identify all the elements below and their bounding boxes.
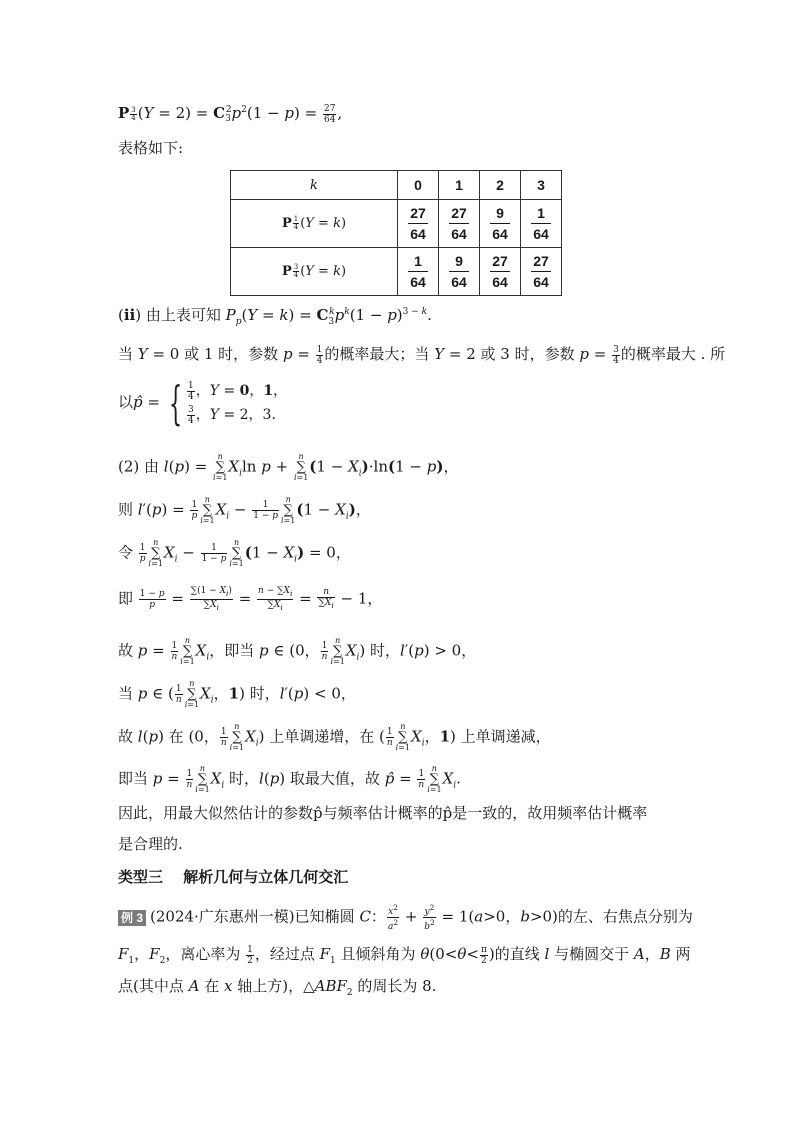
cell-p14-2: $\frac{9}{64}$ [480, 200, 521, 248]
example-line-3: 点(其中点 A 在 x 轴上方)，$\triangle ABF_2$ 的周长为 8. [118, 977, 437, 998]
part-ii-line: (ⅱ) 由上表可知 $P_p(Y = k) = C_3^kp^k(1 - p)^{3 - k}$. [118, 306, 432, 327]
left-brace: { [168, 376, 182, 430]
cell-p34-2: $\frac{27}{64}$ [480, 248, 521, 296]
cell-p14-0: $\frac{27}{64}$ [398, 200, 439, 248]
formula-p34-y2: P $\frac{3}{4}$ $(Y = 2) = C_3^2p^2(1 - p)$ = $\frac{27}{64}$ , [118, 103, 343, 125]
when-line: 当 Y = 0 或 1 时，参数 p = $\frac{1}{4}$ 的概率最大；当 Y = 2 或 3 时，参数 p = $\frac{3}{4}$ 的概率最大 . 所 [118, 344, 726, 366]
header-col-2: 2 [480, 171, 521, 200]
cell-p34-0: $\frac{1}{64}$ [398, 248, 439, 296]
header-col-3: 3 [521, 171, 562, 200]
cell-p34-3: $\frac{27}{64}$ [521, 248, 562, 296]
cell-p14-3: $\frac{1}{64}$ [521, 200, 562, 248]
table-intro: 表格如下: [118, 139, 184, 157]
header-col-0: 0 [398, 171, 439, 200]
row-label-p14: P $\frac{1}{4}$ (Y = k) [231, 200, 398, 248]
row-label-p34: P $\frac{3}{4}$ (Y = k) [231, 248, 398, 296]
derivative-line: 则 l′(p) = $\frac{1}{p}$ n ∑ i=1 $X_i$ − $\frac{1}{1 - p}$ n ∑ i=1 $(1 - X_i)$， [118, 495, 371, 525]
conclusion-line-2: 是合理的. [118, 835, 183, 853]
section-heading: 类型三 解析几何与立体几何交汇 [118, 868, 349, 886]
example-label: 例 3 [118, 910, 146, 926]
ie-line: 即 $\frac{1 - p}{p}$ = $\frac{\sum(1 - X_i)}{\sum X_i}$ = $\frac{n - \sum X_i}{\sum X_i}$ = $\frac{n}{\sum X_i}$ − 1， [118, 586, 383, 612]
p-hat-cases: 以p̂ = { $\frac{1}{4}$ ，Y = 0，1， $\frac{3}{4}$ ，Y = 2，3. [118, 376, 288, 430]
part2-likelihood: (2) 由 l(p) = n ∑ i=1 $X_i\ln$ p + n ∑ i=1 $(1 - X_i)\cdot\ln(1 - p)$， [118, 452, 459, 482]
table-row [231, 248, 562, 296]
header-col-1: 1 [439, 171, 480, 200]
hence-increasing: 故 p = $\frac{1}{n}$ n ∑ i=1 $X_i$，即当 p ∈ (0， $\frac{1}{n}$ n ∑ i=1 $X_i$) 时，l′(p) > 0， [118, 636, 477, 666]
probability-table [230, 170, 562, 296]
conclusion-line-1: 因此，用最大似然估计的参数p̂与频率估计概率的p̂是一致的，故用频率估计概率 [118, 804, 648, 822]
table-row [231, 200, 562, 248]
table-header-row [231, 171, 562, 200]
example-line-2: $F_1$，$F_2$，离心率为 $\frac{1}{2}$ ，经过点 $F_1$ 且倾斜角为 θ(0<θ< $\frac{\pi}{2}$ )的直线 l 与椭圆交于 A，B 两 [118, 944, 691, 966]
cell-p34-1: $\frac{9}{64}$ [439, 248, 480, 296]
cell-p14-1: $\frac{27}{64}$ [439, 200, 480, 248]
set-zero-line: 令 $\frac{1}{p}$ n ∑ i=1 $X_i$ − $\frac{1}{1 - p}$ n ∑ i=1 $(1 - X_i) = 0$， [118, 538, 351, 568]
header-k: k [231, 171, 398, 200]
when-decreasing: 当 p ∈ ( $\frac{1}{n}$ n ∑ i=1 $X_i$，1) 时，l′(p) < 0， [118, 679, 356, 709]
max-line: 即当 p = $\frac{1}{n}$ n ∑ i=1 $X_i$ 时，l(p) 取最大值，故 p̂ = $\frac{1}{n}$ n ∑ i=1 $X_i$. [118, 764, 461, 794]
monotonic-line: 故 l(p) 在 (0， $\frac{1}{n}$ n ∑ i=1 $X_i$) 上单调递增，在 ( $\frac{1}{n}$ n ∑ i=1 $X_i$，1) 上单调递减， [118, 722, 551, 752]
example-line-1: 例 3 (2024·广东惠州一模)已知椭圆 C： $\frac{x^2}{a^2}$ + $\frac{y^2}{b^2}$ = 1(a>0，b>0)的左、右焦点分别为 [118, 903, 693, 932]
